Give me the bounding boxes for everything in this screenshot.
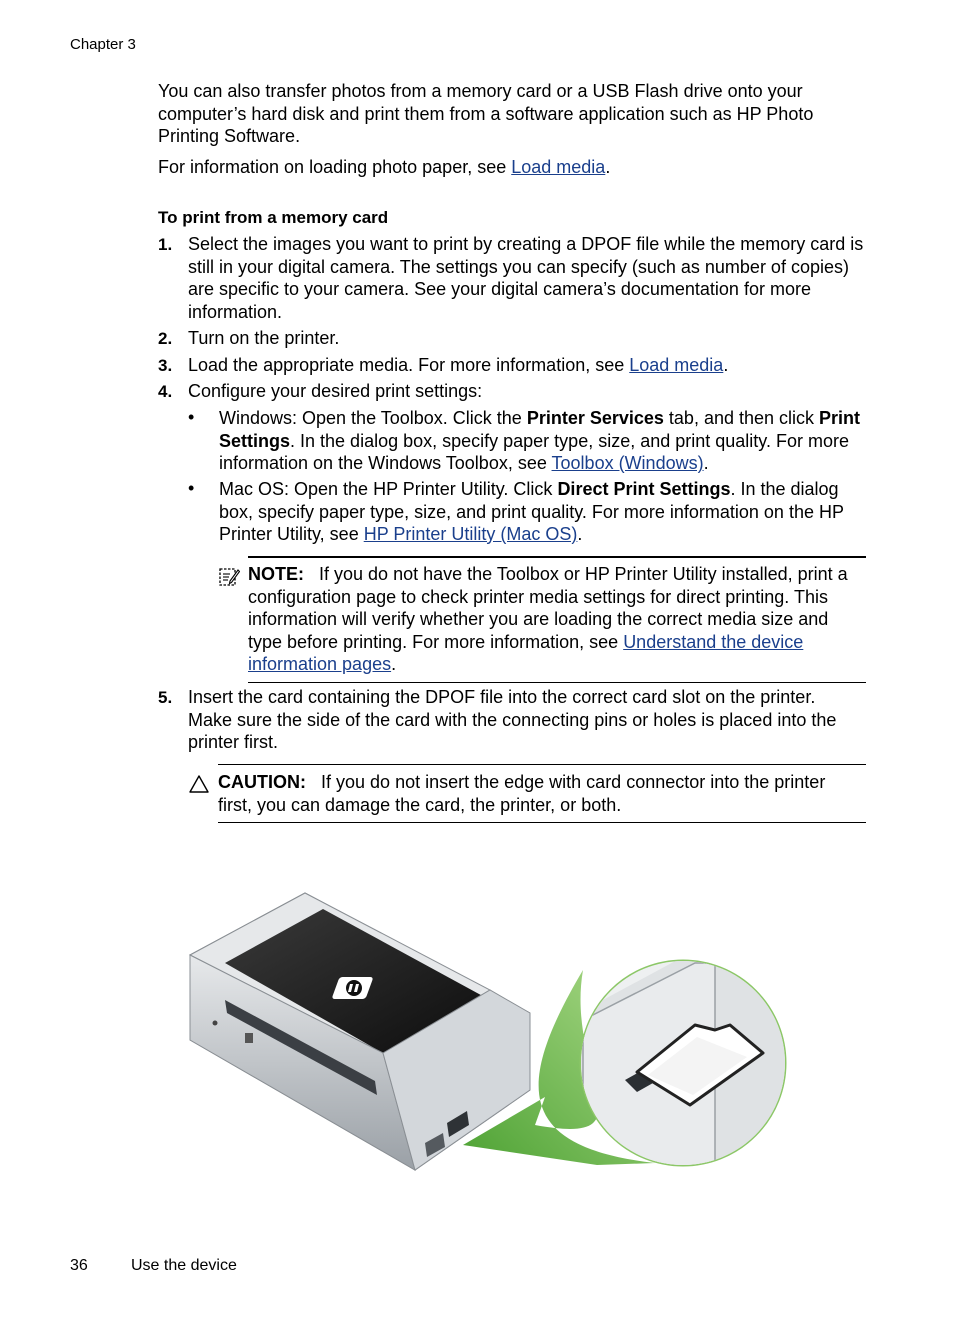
caution-rule-top bbox=[218, 764, 866, 765]
understand-device-info-link[interactable]: Understand the device information pages bbox=[248, 631, 804, 674]
caution-rule-bottom bbox=[218, 822, 866, 823]
chapter-header: Chapter 3 bbox=[70, 36, 136, 53]
bullet-mark: • bbox=[188, 478, 195, 498]
page-number: 36 bbox=[70, 1257, 88, 1274]
section-title: To print from a memory card bbox=[158, 208, 389, 227]
caution-triangle-icon bbox=[188, 774, 210, 794]
step-text: Configure your desired print settings: bbox=[188, 381, 483, 401]
footer-section: Use the device bbox=[131, 1257, 237, 1274]
note-rule-top bbox=[248, 556, 866, 558]
step-number: 1. bbox=[158, 235, 173, 254]
step-text: Insert the card containing the DPOF file into the correct card slot on the printer. Make sure the side of the card with the connecting pins or holes is placed into the printer first. bbox=[188, 687, 837, 752]
step-text: Select the images you want to print by creating a DPOF file while the memory card is still in your digital camera. The settings you can specify (such as number of copies) are specific to your camera. See your digital camera’s documentation for more information. bbox=[188, 234, 864, 322]
load-media-link[interactable]: Load media bbox=[629, 355, 724, 375]
load-media-link[interactable]: Load media bbox=[511, 157, 606, 177]
bullet-text: Mac OS: Open the HP Printer Utility. Click Direct Print Settings. In the dialog box, specify paper type, size, and print quality. For more information on the HP Printer Utility, see HP Printer Utility (Mac OS). bbox=[219, 479, 844, 544]
intro-paragraph-2: For information on loading photo paper, see Load media. bbox=[158, 157, 611, 177]
step-number: 4. bbox=[158, 382, 173, 401]
step-number: 2. bbox=[158, 329, 173, 348]
caution-label: CAUTION: bbox=[218, 772, 306, 792]
toolbox-windows-link[interactable]: Toolbox (Windows) bbox=[551, 453, 704, 473]
bullet-text: Windows: Open the Toolbox. Click the Printer Services tab, and then click Print Settings. In the dialog box, specify paper type, size, and print quality. For more information on the Windows Toolbox, see Toolbox (Windows). bbox=[219, 408, 861, 473]
note-text: NOTE: If you do not have the Toolbox or HP Printer Utility installed, print a configuration page to check printer media settings for direct printing. This information will verify whether you are loading the correct media size and type before printing. For more information, see Understand the device information pages. bbox=[248, 564, 848, 674]
step-text: Turn on the printer. bbox=[188, 328, 340, 348]
printer-card-illustration bbox=[185, 885, 795, 1180]
note-label: NOTE: bbox=[248, 564, 304, 584]
step-number: 3. bbox=[158, 356, 173, 375]
note-rule-bottom bbox=[248, 682, 866, 683]
caution-text: CAUTION: If you do not insert the edge with card connector into the printer first, you can damage the card, the printer, or both. bbox=[218, 772, 826, 815]
bullet-mark: • bbox=[188, 407, 195, 427]
note-icon bbox=[218, 566, 240, 588]
step-text: Load the appropriate media. For more information, see Load media. bbox=[188, 355, 729, 375]
step-number: 5. bbox=[158, 688, 173, 707]
hp-printer-utility-link[interactable]: HP Printer Utility (Mac OS) bbox=[363, 524, 578, 544]
intro-paragraph: You can also transfer photos from a memory card or a USB Flash drive onto your computer’s hard disk and print them from a software application such as HP Photo Printing Software. bbox=[158, 81, 814, 146]
